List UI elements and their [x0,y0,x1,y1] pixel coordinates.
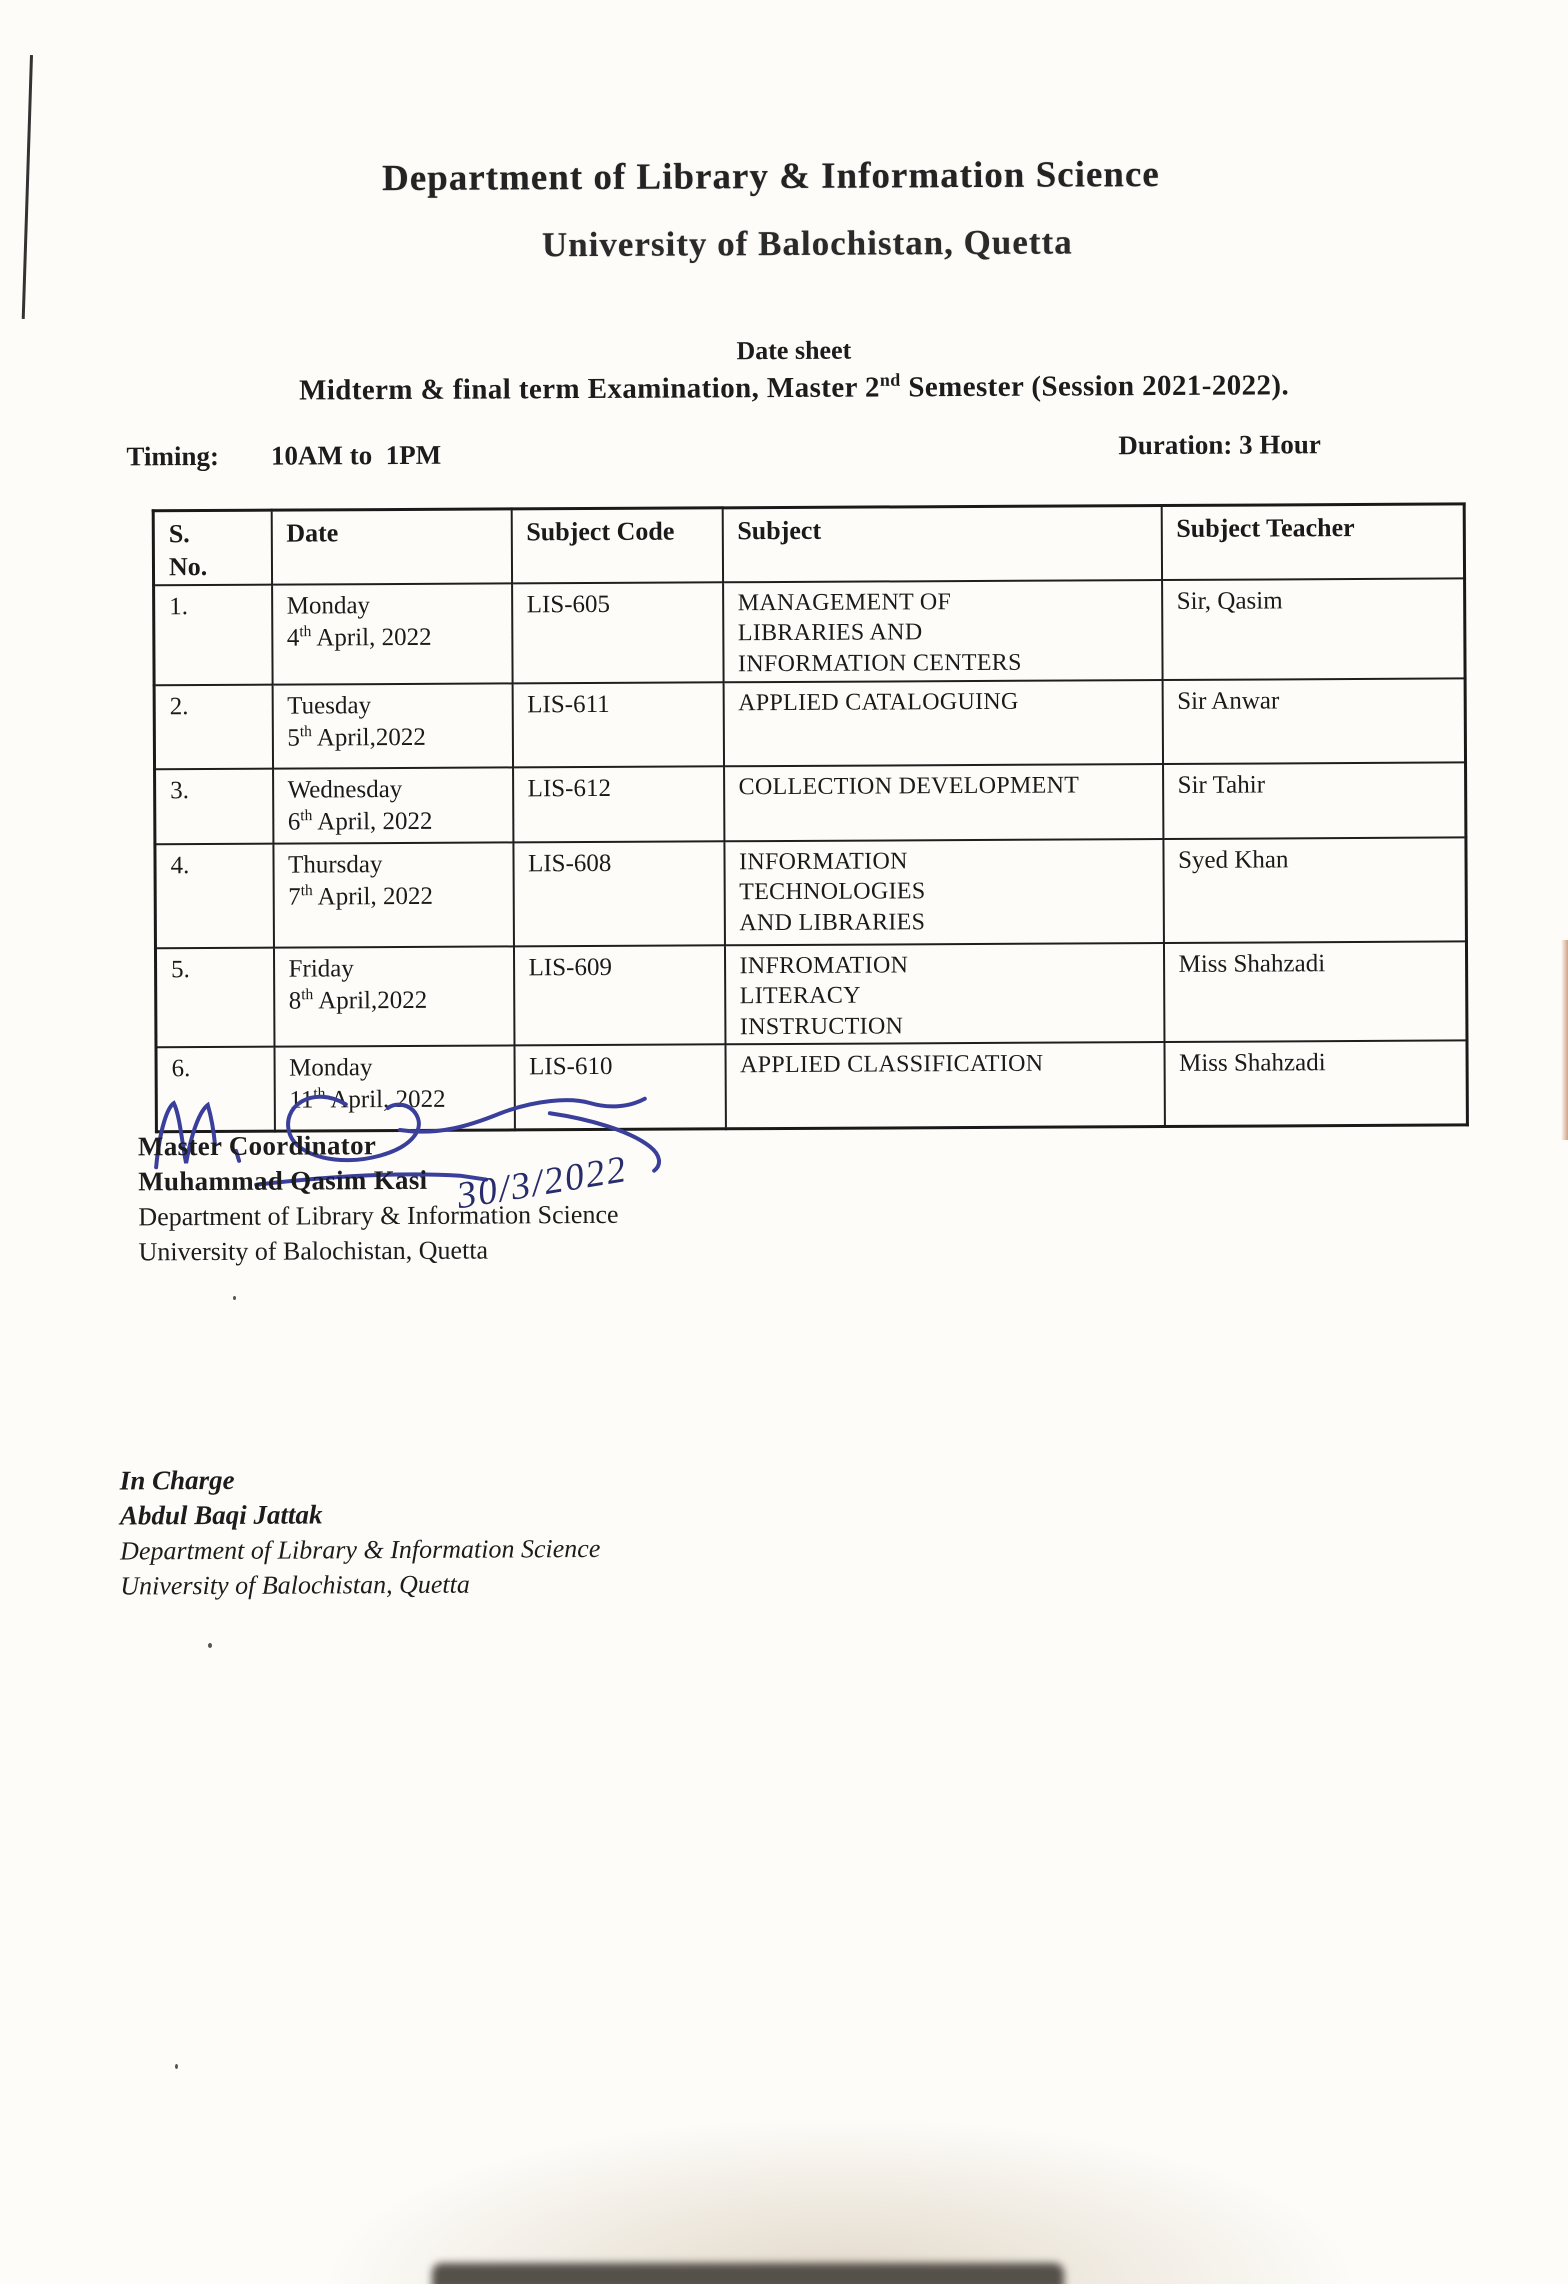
cell-date: Friday 8th April,2022 [273,946,514,1046]
incharge-department: Department of Library & Information Science [120,1533,601,1566]
coordinator-name: Muhammad Qasim Kasi [138,1164,428,1197]
table-header-row [153,504,1464,585]
cell-subject-code: LIS-608 [513,841,725,946]
scan-speck [175,2064,178,2069]
header-date: Date [271,509,511,584]
incharge-title: In Charge [119,1464,235,1496]
scan-edge-streak [1561,940,1568,1140]
cell-date: Monday 4th April, 2022 [272,583,513,684]
scan-speck [233,1296,236,1300]
scan-dark-band [432,2263,1064,2284]
coordinator-university: University of Balochistan, Quetta [138,1235,489,1267]
exam-title-superscript: nd [879,369,901,390]
duration-text: Duration: 3 Hour [1118,429,1321,461]
document-title: Department of Library & Information Science [381,154,1160,200]
incharge-block [120,1461,601,1604]
cell-subject: MANAGEMENT OF LIBRARIES AND INFORMATION CENTERS [723,580,1163,682]
cell-subject-teacher: Miss Shahzadi [1163,941,1467,1042]
cell-subject: INFORMATION TECHNOLOGIES AND LIBRARIES [724,839,1164,945]
cell-subject-teacher: Sir Tahir [1163,762,1466,839]
incharge-university: University of Balochistan, Quetta [120,1569,470,1601]
cell-serial-no: 1. [154,584,273,685]
table-row [154,678,1465,769]
incharge-name: Abdul Baqi Jattak [119,1499,323,1531]
timing-label: Timing: [126,440,220,472]
header-subject: Subject [722,506,1161,582]
header-subject-code: Subject Code [511,508,722,583]
cell-date: Monday 11th April, 2022 [274,1045,514,1131]
cell-subject: COLLECTION DEVELOPMENT [724,764,1163,841]
coordinator-title: Master Coordinator [137,1130,377,1162]
cell-date: Wednesday 6th April, 2022 [273,767,513,843]
timing-line [126,440,441,473]
cell-date: Thursday 7th April, 2022 [273,842,514,947]
cell-serial-no: 3. [155,768,273,844]
cell-subject: APPLIED CLASSIFICATION [725,1042,1164,1129]
cell-subject-code: LIS-610 [514,1044,725,1130]
cell-serial-no: 4. [155,843,274,948]
cell-subject-code: LIS-612 [513,766,724,842]
cell-subject-code: LIS-609 [513,945,725,1045]
exam-title-suffix: Semester (Session 2021-2022). [900,369,1290,404]
table-row [154,578,1466,685]
cell-date: Tuesday 5th April,2022 [272,683,512,768]
cell-subject-teacher: Sir Anwar [1162,678,1465,764]
cell-subject: APPLIED CATALOGUING [723,680,1162,766]
cell-serial-no: 6. [156,1046,274,1132]
exam-title-prefix: Midterm & final term Examination, Master 2 [298,371,880,407]
cell-subject-teacher: Syed Khan [1163,837,1467,943]
cell-subject-code: LIS-605 [512,582,724,683]
timing-value: 10AM to 1PM [270,439,442,471]
cell-subject-teacher: Miss Shahzadi [1164,1040,1467,1127]
exam-schedule-table [152,502,1469,1133]
table-row [155,762,1466,844]
table-row [155,941,1467,1047]
document-subtitle: University of Balochistan, Quetta [541,222,1073,265]
cell-subject-teacher: Sir, Qasim [1162,578,1466,680]
sheet-title: Date sheet [736,335,852,366]
coordinator-department: Department of Library & Information Science [138,1199,619,1232]
cell-serial-no: 5. [155,947,274,1047]
exam-title [10,368,1568,409]
scan-shadow [300,2110,1380,2284]
table-row [155,837,1467,948]
header-subject-teacher: Subject Teacher [1161,504,1464,580]
cell-subject-code: LIS-611 [512,682,723,767]
cell-subject: INFROMATION LITERACY INSTRUCTION [724,943,1164,1044]
scan-speck [208,1643,212,1648]
header-serial-no: S. No. [153,510,271,585]
cell-serial-no: 2. [154,684,272,769]
coordinator-block [138,1127,619,1270]
handwritten-date: 30/3/2022 [453,1147,631,1218]
